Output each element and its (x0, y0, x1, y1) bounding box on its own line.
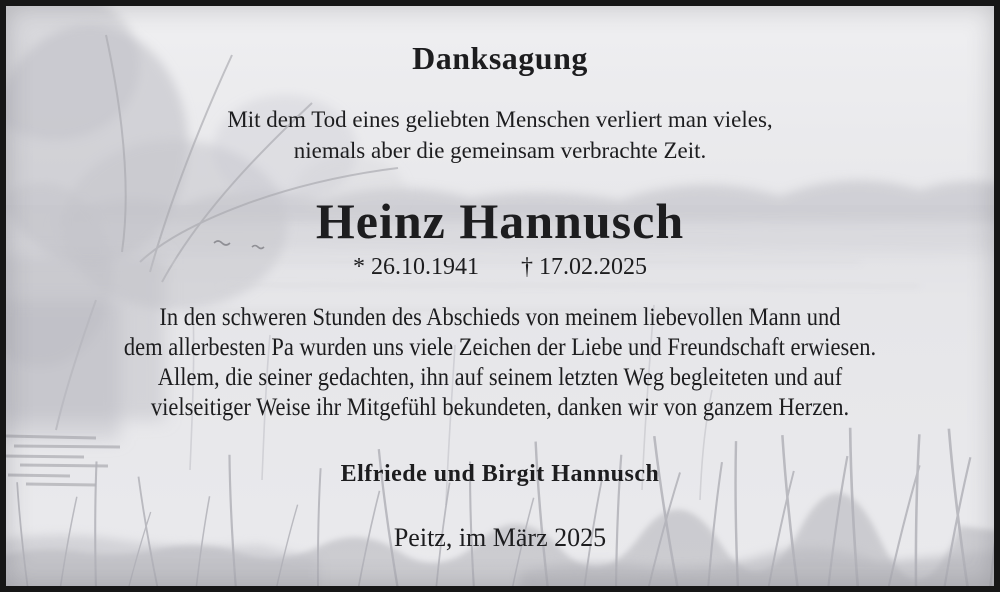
death-date: 17.02.2025 (539, 254, 647, 280)
birth-date: 26.10.1941 (371, 254, 479, 280)
thanks-line-2: dem allerbesten Pa wurden uns viele Zeichen der Liebe und Freundschaft erwiesen. (123, 334, 877, 361)
place-and-date: Peitz, im März 2025 (393, 523, 607, 552)
thanks-line-1: In den schweren Stunden des Abschieds von meinem liebevollen Mann und (159, 304, 841, 331)
thanks-paragraph (50, 303, 950, 423)
intro-line-1: Mit dem Tod eines geliebten Menschen verliert man vieles, (227, 107, 773, 132)
deceased-name: Heinz Hannusch (315, 193, 685, 249)
intro-line-2: niemals aber die gemeinsam verbrachte Zeit. (293, 138, 707, 163)
family-signature: Elfriede und Birgit Hannusch (340, 461, 660, 487)
death-cross-symbol: † (521, 254, 533, 280)
life-dates (0, 254, 1000, 281)
thanks-line-4: vielseitiger Weise ihr Mitgefühl bekundeten, danken wir von ganzem Herzen. (150, 394, 850, 421)
birth-star-symbol: * (353, 254, 365, 280)
notice-type-title: Danksagung (412, 40, 588, 76)
thanks-line-3: Allem, die seiner gedachten, ihn auf seinem letzten Weg begleiteten und auf (157, 364, 843, 391)
intro-verse (0, 104, 1000, 166)
